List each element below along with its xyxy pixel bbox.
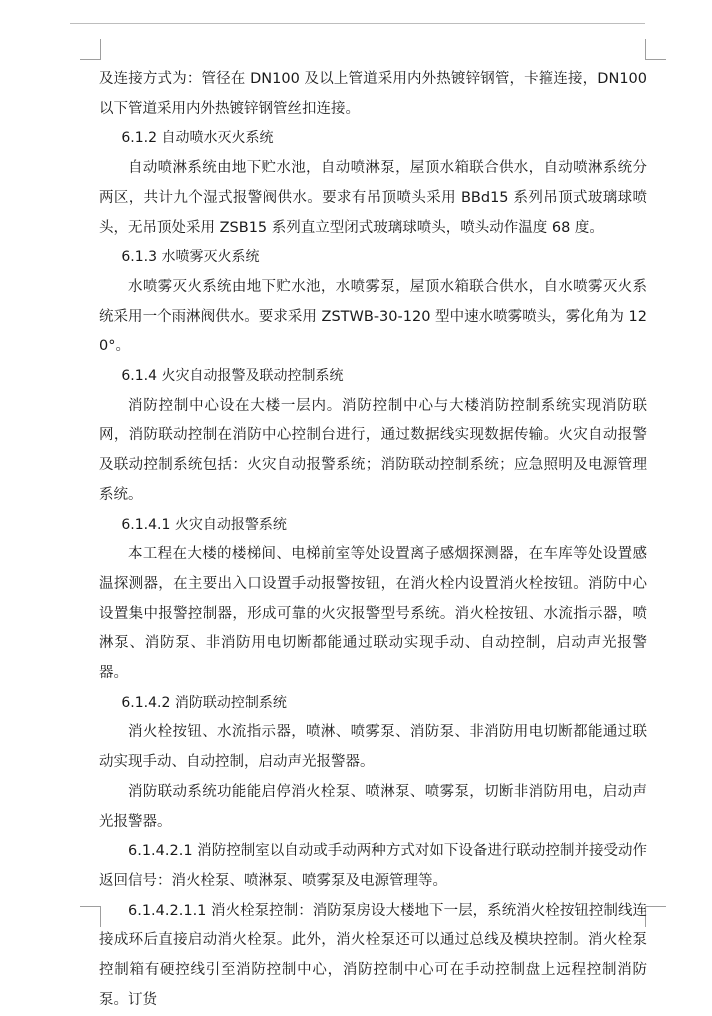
heading-6-1-4-1: 6.1.4.1 火灾自动报警系统 xyxy=(121,516,287,533)
paragraph-6-1-4-2-1: 6.1.4.2.1 消防控制室以自动或手动两种方式对如下设备进行联动控制并接受动作返回信号：消火栓泵、喷淋泵、喷雾泵及电源管理等。 xyxy=(99,843,647,889)
crop-mark-top-left xyxy=(80,39,101,60)
paragraph-water-spray-system: 水喷雾灭火系统由地下贮水池，水喷雾泵，屋顶水箱联合供水，自水喷雾灭火系统采用一个雨淋阀供水。要求采用 ZSTWB-30-120 型中速水喷雾喷头，雾化角为 120°。 xyxy=(99,278,647,355)
paragraph-control-center: 消防控制中心设在大楼一层内。消防控制中心与大楼消防控制系统实现消防联网，消防联动控制在消防中心控制台进行，通过数据线实现数据传输。火灾自动报警及联动控制系统包括：火灾自动报警系统；消防联动控制系统；应急照明及电源管理系统。 xyxy=(99,397,647,503)
paragraph-linkage-functions: 消防联动系统功能能启停消火栓泵、喷淋泵、喷雾泵，切断非消防用电，启动声光报警器。 xyxy=(99,783,647,830)
paragraph-pipe-connection: 及连接方式为：管径在 DN100 及以上管道采用内外热镀锌钢管，卡箍连接，DN100 以下管道采用内外热镀锌钢管丝扣连接。 xyxy=(99,71,647,117)
crop-mark-top-right xyxy=(645,39,666,60)
paragraph-linkage-devices: 消火栓按钮、水流指示器，喷淋、喷雾泵、消防泵、非消防用电切断都能通过联动实现手动、自动控制，启动声光报警器。 xyxy=(99,724,647,771)
crop-mark-bottom-left xyxy=(80,906,101,927)
crop-mark-bottom-right xyxy=(645,906,666,927)
page-top-rule xyxy=(70,23,645,24)
heading-6-1-4-2: 6.1.4.2 消防联动控制系统 xyxy=(121,694,287,711)
paragraph-alarm-detectors: 本工程在大楼的楼梯间、电梯前室等处设置离子感烟探测器，在车库等处设置感温探测器，在主要出入口设置手动报警按钮，在消火栓内设置消火栓按钮。消防中心设置集中报警控制器，形成可靠的火灾报警型号系统。消火栓按钮、水流指示器，喷淋泵、消防泵、非消防用电切断都能通过联动实现手动、自动控制，启动声光报警器。 xyxy=(99,546,647,682)
paragraph-sprinkler-system: 自动喷淋系统由地下贮水池，自动喷淋泵，屋顶水箱联合供水，自动喷淋系统分两区，共计九个湿式报警阀供水。要求有吊顶喷头采用 BBd15 系列吊顶式玻璃球喷头，无吊顶处采用 ZSB15 系列直立型闭式玻璃球喷头，喷头动作温度 68 度。 xyxy=(99,160,647,236)
document-body xyxy=(99,65,647,1016)
heading-6-1-3: 6.1.3 水喷雾灭火系统 xyxy=(121,249,260,266)
heading-6-1-2: 6.1.2 自动喷水灭火系统 xyxy=(121,130,274,147)
heading-6-1-4: 6.1.4 火灾自动报警及联动控制系统 xyxy=(121,368,344,385)
paragraph-6-1-4-2-1-1: 6.1.4.2.1.1 消火栓泵控制：消防泵房设大楼地下一层，系统消火栓按钮控制线连接成环后直接启动消火栓泵。此外，消火栓泵还可以通过总线及模块控制。消火栓泵控制箱有硬控线引至消防控制中心，消防控制中心可在手动控制盘上远程控制消防泵。订货 xyxy=(99,902,647,1008)
